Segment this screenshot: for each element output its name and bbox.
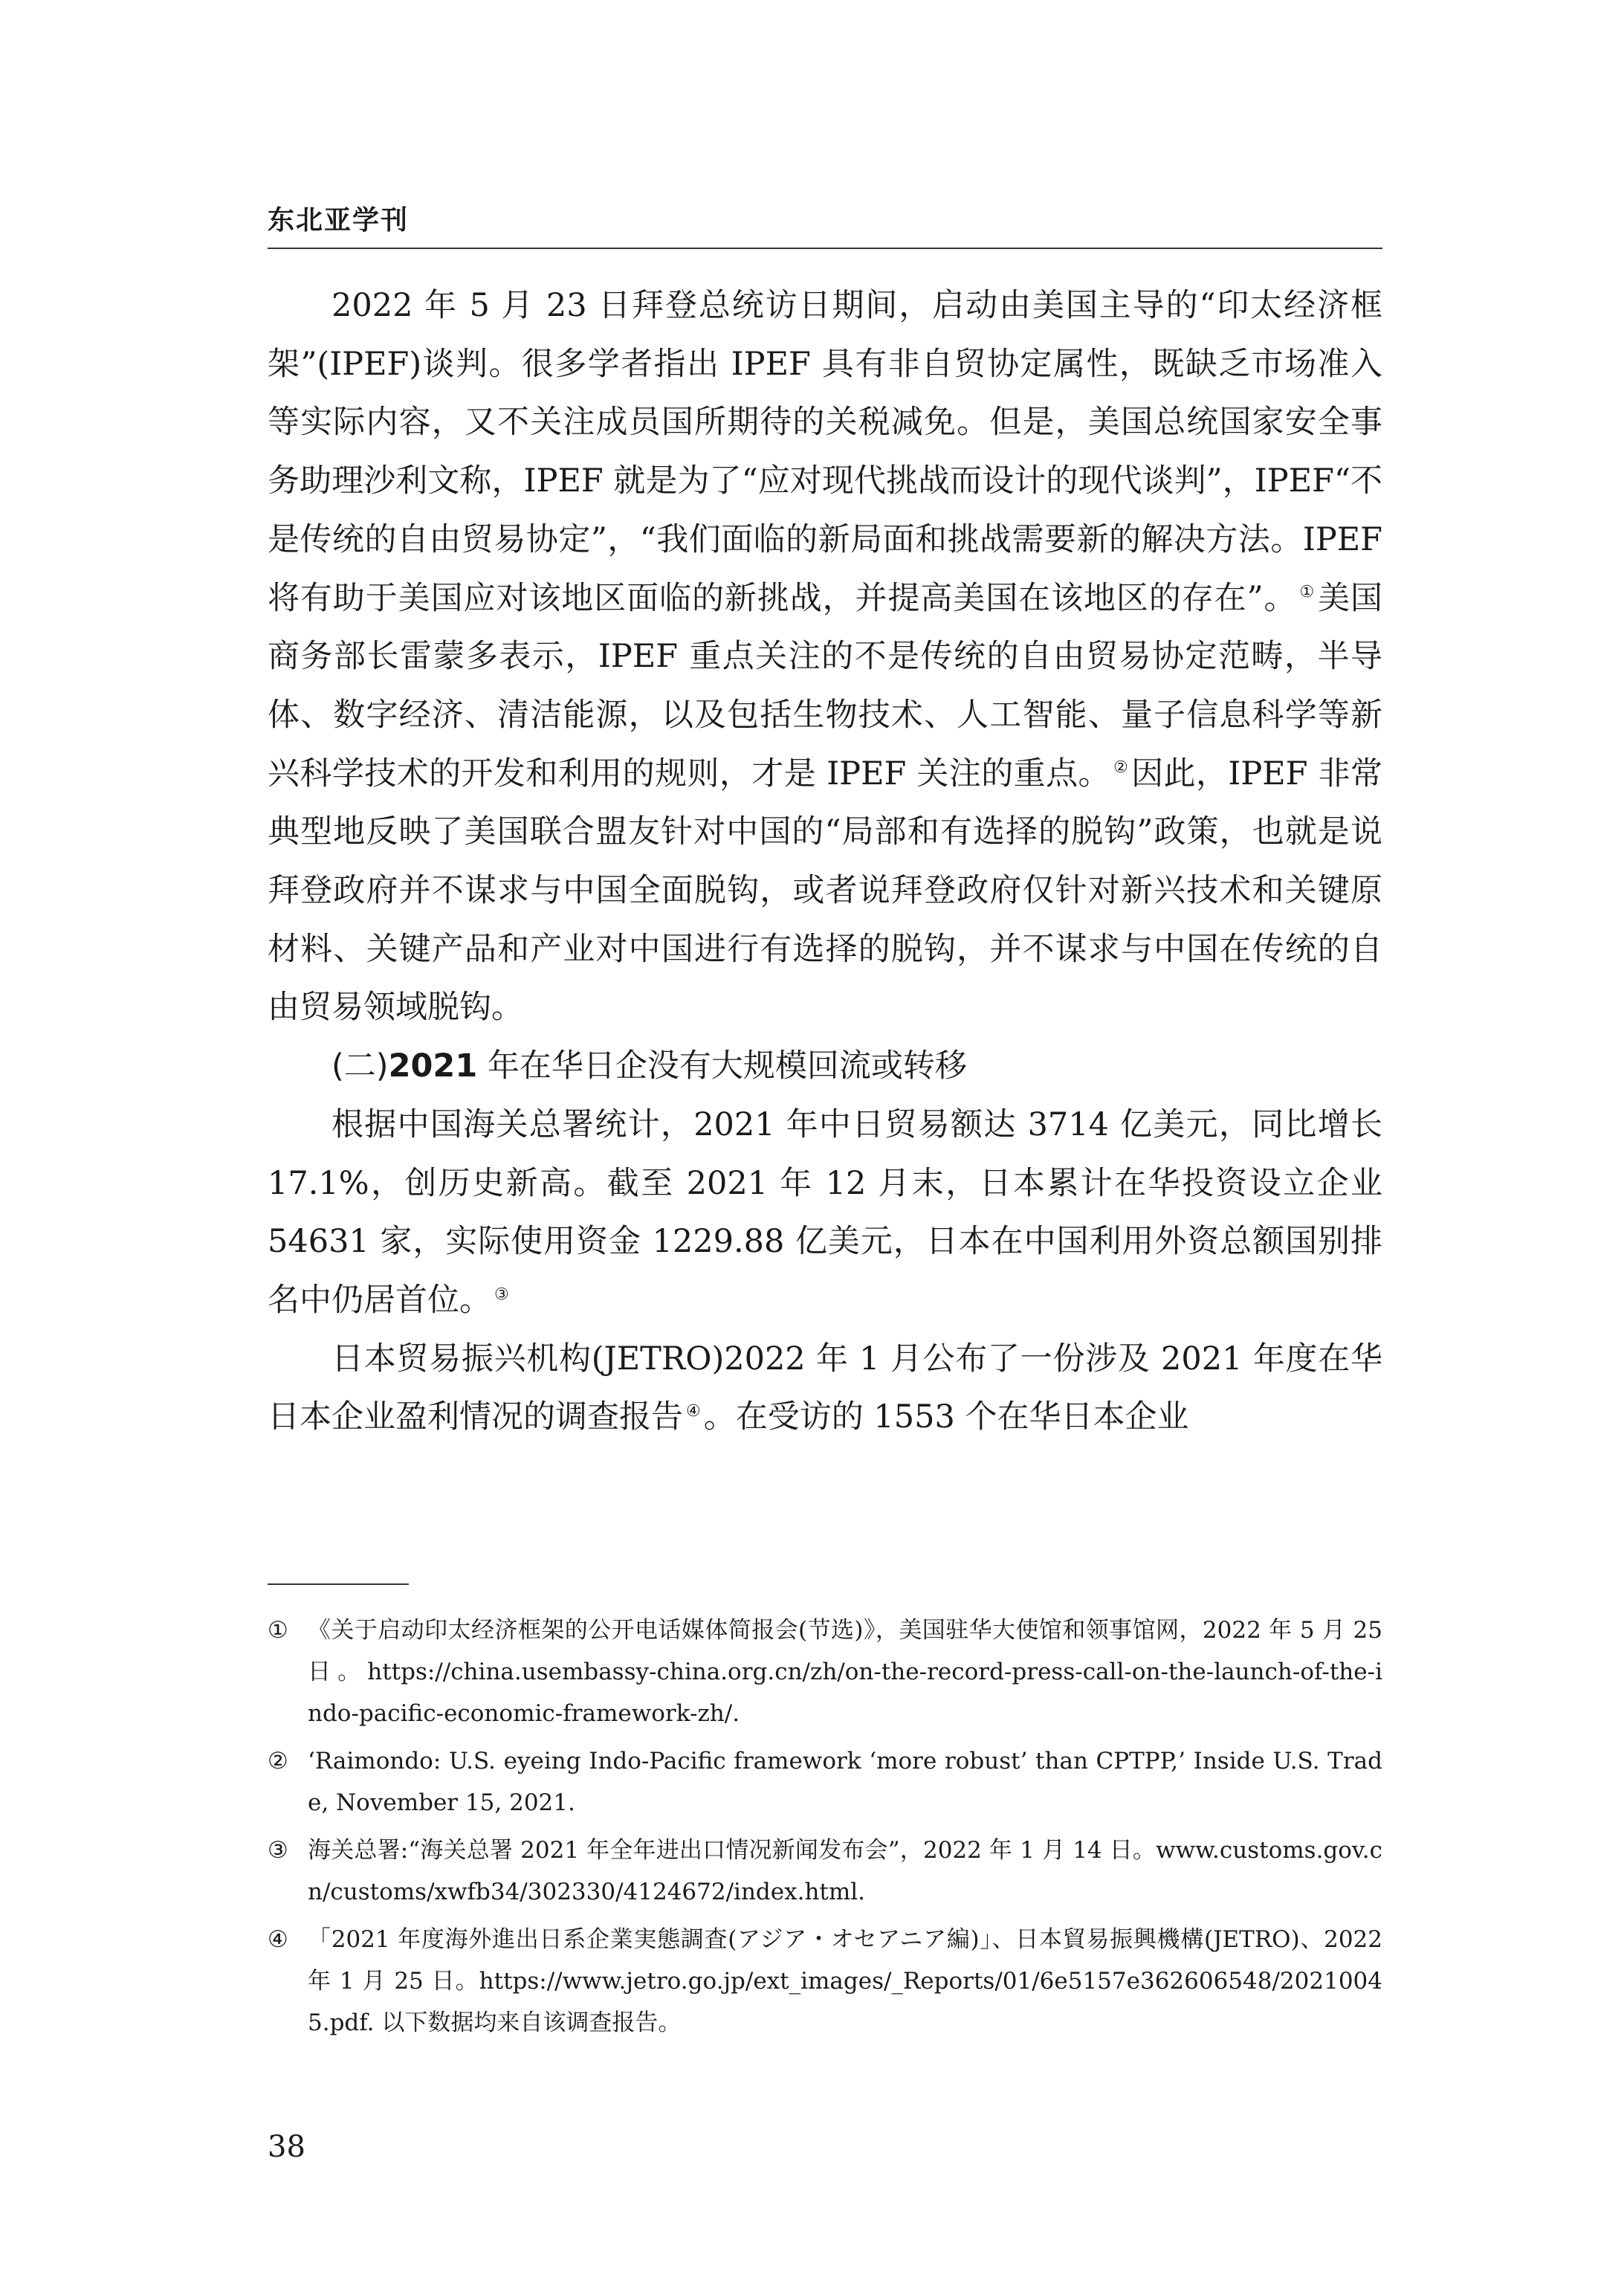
running-header: 东北亚学刊: [268, 205, 410, 236]
paragraph-text: 日本贸易振兴机构(JETRO)2022 年 1 月公布了一份涉及 2021 年度在华日本企业盈利情况的调查报告: [268, 1340, 1382, 1436]
paragraph-ipef: [268, 277, 1382, 1037]
footnote-3: [268, 1830, 1382, 1913]
section-heading-prefix: (二): [331, 1047, 389, 1085]
footnote-text: 《关于启动印太经济框架的公开电话媒体简报会(节选)》，美国驻华大使馆和领事馆网，2022 年 5 月 25 日。https://china.usembassy-china.org.cn/zh/on-the-record-press-call-on-the-launch-of-the-indo-pacific-economic-framework-zh/.: [308, 1617, 1382, 1727]
footnote-text: 「2021 年度海外進出日系企業実態調査(アジア・オセアニア編)」、日本貿易振興機構(JETRO)、2022 年 1 月 25 日。https://www.jetro.go.jp/ext_images/_Reports/01/6e5157e362606548/20210045.pdf. 以下数据均来自该调查报告。: [308, 1926, 1382, 2036]
paragraph-text: 2022 年 5 月 23 日拜登总统访日期间，启动由美国主导的“印太经济框架”(IPEF)谈判。很多学者指出 IPEF 具有非自贸协定属性，既缺乏市场准入等实际内容，又不关注成员国所期待的关税减免。但是，美国总统国家安全事务助理沙利文称，IPEF 就是为了“应对现代挑战而设计的现代谈判”，IPEF“不是传统的自由贸易协定”，“我们面临的新局面和挑战需要新的解决方法。IPEF 将有助于美国应对该地区面临的新挑战，并提高美国在该地区的存在”。: [268, 287, 1382, 617]
paragraph-trade: [268, 1096, 1382, 1330]
footnote-mark: ③: [268, 1837, 288, 1864]
paragraph-text: 。在受访的 1553 个在华日本企业: [703, 1398, 1189, 1436]
footnote-text: 海关总署:“海关总署 2021 年全年进出口情况新闻发布会”，2022 年 1 月 14 日。www.customs.gov.cn/customs/xwfb34/302330/4124672/index.html.: [308, 1837, 1382, 1905]
footnotes: [268, 1609, 1382, 2050]
paragraph-text: 根据中国海关总署统计，2021 年中日贸易额达 3714 亿美元，同比增长 17.1%，创历史新高。截至 2021 年 12 月末，日本累计在华投资设立企业 54631 家，实际使用资金 1229.88 亿美元，日本在中国利用外资总额国别排名中仍居首位。: [268, 1105, 1382, 1319]
footnote-mark: ①: [268, 1617, 288, 1644]
paragraph-text: 因此，IPEF 非常典型地反映了美国联合盟友针对中国的“局部和有选择的脱钩”政策，也就是说拜登政府并不谋求与中国全面脱钩，或者说拜登政府仅针对新兴技术和关键原材料、关键产品和产业对中国进行有选择的脱钩，并不谋求与中国在传统的自由贸易领域脱钩。: [268, 755, 1383, 1027]
footnote-ref-4[interactable]: ④: [686, 1402, 701, 1421]
paragraph-text: 美国商务部长雷蒙多表示，IPEF 重点关注的不是传统的自由贸易协定范畴，半导体、数字经济、清洁能源，以及包括生物技术、人工智能、量子信息科学等新兴科学技术的开发和利用的规则，才是 IPEF 关注的重点。: [268, 579, 1383, 792]
footnote-1: [268, 1609, 1382, 1734]
page-number: 38: [268, 2130, 305, 2164]
footnote-ref-3[interactable]: ③: [494, 1285, 509, 1304]
header-rule: [268, 248, 1382, 249]
section-heading-text: 年在华日企没有大规模回流或转移: [487, 1047, 967, 1085]
section-heading-year: 2021: [388, 1047, 478, 1085]
footnote-text: ‘Raimondo: U.S. eyeing Indo-Pacific framework ‘more robust’ than CPTPP,’ Inside U.S. Trade, November 15, 2021.: [308, 1748, 1382, 1816]
footnote-mark: ④: [268, 1926, 288, 1953]
footnote-2: [268, 1740, 1382, 1824]
footnote-rule: [268, 1583, 409, 1585]
footnote-ref-2[interactable]: ②: [1113, 758, 1129, 778]
footnote-4: [268, 1919, 1382, 2044]
body-text: [268, 277, 1382, 1447]
paragraph-jetro: [268, 1330, 1382, 1447]
footnote-ref-1[interactable]: ①: [1299, 583, 1316, 602]
footnote-mark: ②: [268, 1748, 288, 1775]
journal-page: [268, 0, 1382, 2283]
section-heading: [268, 1037, 1382, 1096]
